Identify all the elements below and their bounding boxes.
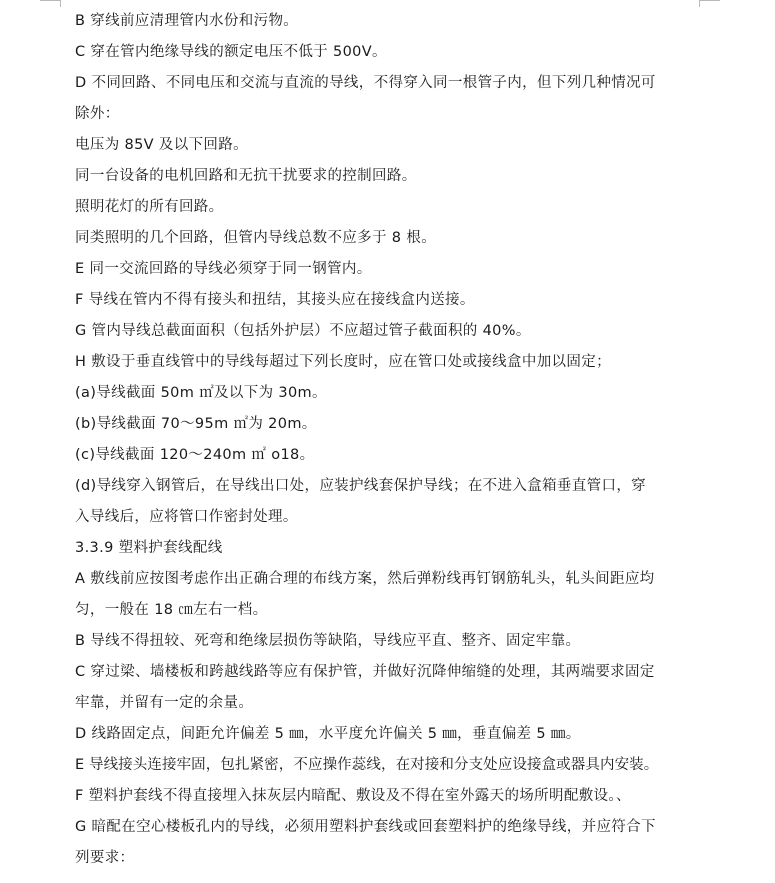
text-line: C 穿在管内绝缘导线的额定电压不低于 500V。 <box>75 44 387 60</box>
text-line: (a)导线截面 50m ㎡及以下为 30m。 <box>75 385 327 401</box>
text-line: 同一台设备的电机回路和无抗干扰要求的控制回路。 <box>75 168 417 184</box>
crop-mark-left <box>40 0 61 7</box>
text-line: B 导线不得扭较、死弯和绝缘层损伤等缺陷，导线应平直、整齐、固定牢靠。 <box>75 633 581 649</box>
text-line: 照明花灯的所有回路。 <box>75 199 224 215</box>
text-line: E 导线接头连接牢固，包扎紧密，不应操作蕊线，在对接和分支处应设接盒或器具内安装。 <box>75 757 659 773</box>
text-line: A 敷线前应按图考虑作出正确合理的布线方案，然后弹粉线再钉钢筋轧头，轧头间距应均 <box>75 571 655 587</box>
text-line: G 管内导线总截面面积（包括外护层）不应超过管子截面积的 40%。 <box>75 323 531 339</box>
text-line: (d)导线穿入钢管后，在导线出口处，应装护线套保护导线；在不进入盒箱垂直管口，穿 <box>75 478 647 494</box>
text-line: E 同一交流回路的导线必须穿于同一钢管内。 <box>75 261 372 277</box>
text-line: 牢靠，并留有一定的余量。 <box>75 695 254 711</box>
text-line: B 穿线前应清理管内水份和污物。 <box>75 13 299 29</box>
text-line: D 线路固定点，间距允许偏差 5 ㎜，水平度允许偏关 5 ㎜，垂直偏差 5 ㎜。 <box>75 726 581 742</box>
text-line: 除外： <box>75 106 120 122</box>
text-line: G 暗配在空心楼板孔内的导线，必须用塑料护套线或回套塑料护的绝缘导线，并应符合下 <box>75 819 656 835</box>
text-line: H 敷设于垂直线管中的导线每超过下列长度时，应在管口处或接线盒中加以固定； <box>75 354 611 370</box>
text-line: 匀，一般在 18 ㎝左右一档。 <box>75 602 268 618</box>
document-body <box>75 6 705 874</box>
text-line: F 塑料护套线不得直接埋入抹灰层内暗配、敷设及不得在室外露天的场所明配敷设。、 <box>75 788 631 804</box>
text-line: 列要求： <box>75 850 135 866</box>
section-heading: 3.3.9 塑料护套线配线 <box>75 540 223 556</box>
text-line: C 穿过梁、墙楼板和跨越线路等应有保护管，并做好沉降伸缩缝的处理，其两端要求固定 <box>75 664 655 680</box>
text-line: (c)导线截面 120～240m ㎡ o18。 <box>75 447 315 463</box>
text-line: F 导线在管内不得有接头和扭结，其接头应在接线盒内送接。 <box>75 292 475 308</box>
text-line: (b)导线截面 70～95m ㎡为 20m。 <box>75 416 317 432</box>
text-line: 入导线后，应将管口作密封处理。 <box>75 509 298 525</box>
text-line: 电压为 85V 及以下回路。 <box>75 137 248 153</box>
text-line: 同类照明的几个回路，但管内导线总数不应多于 8 根。 <box>75 230 437 246</box>
text-line: D 不同回路、不同电压和交流与直流的导线，不得穿入同一根管子内，但下列几种情况可 <box>75 75 656 91</box>
